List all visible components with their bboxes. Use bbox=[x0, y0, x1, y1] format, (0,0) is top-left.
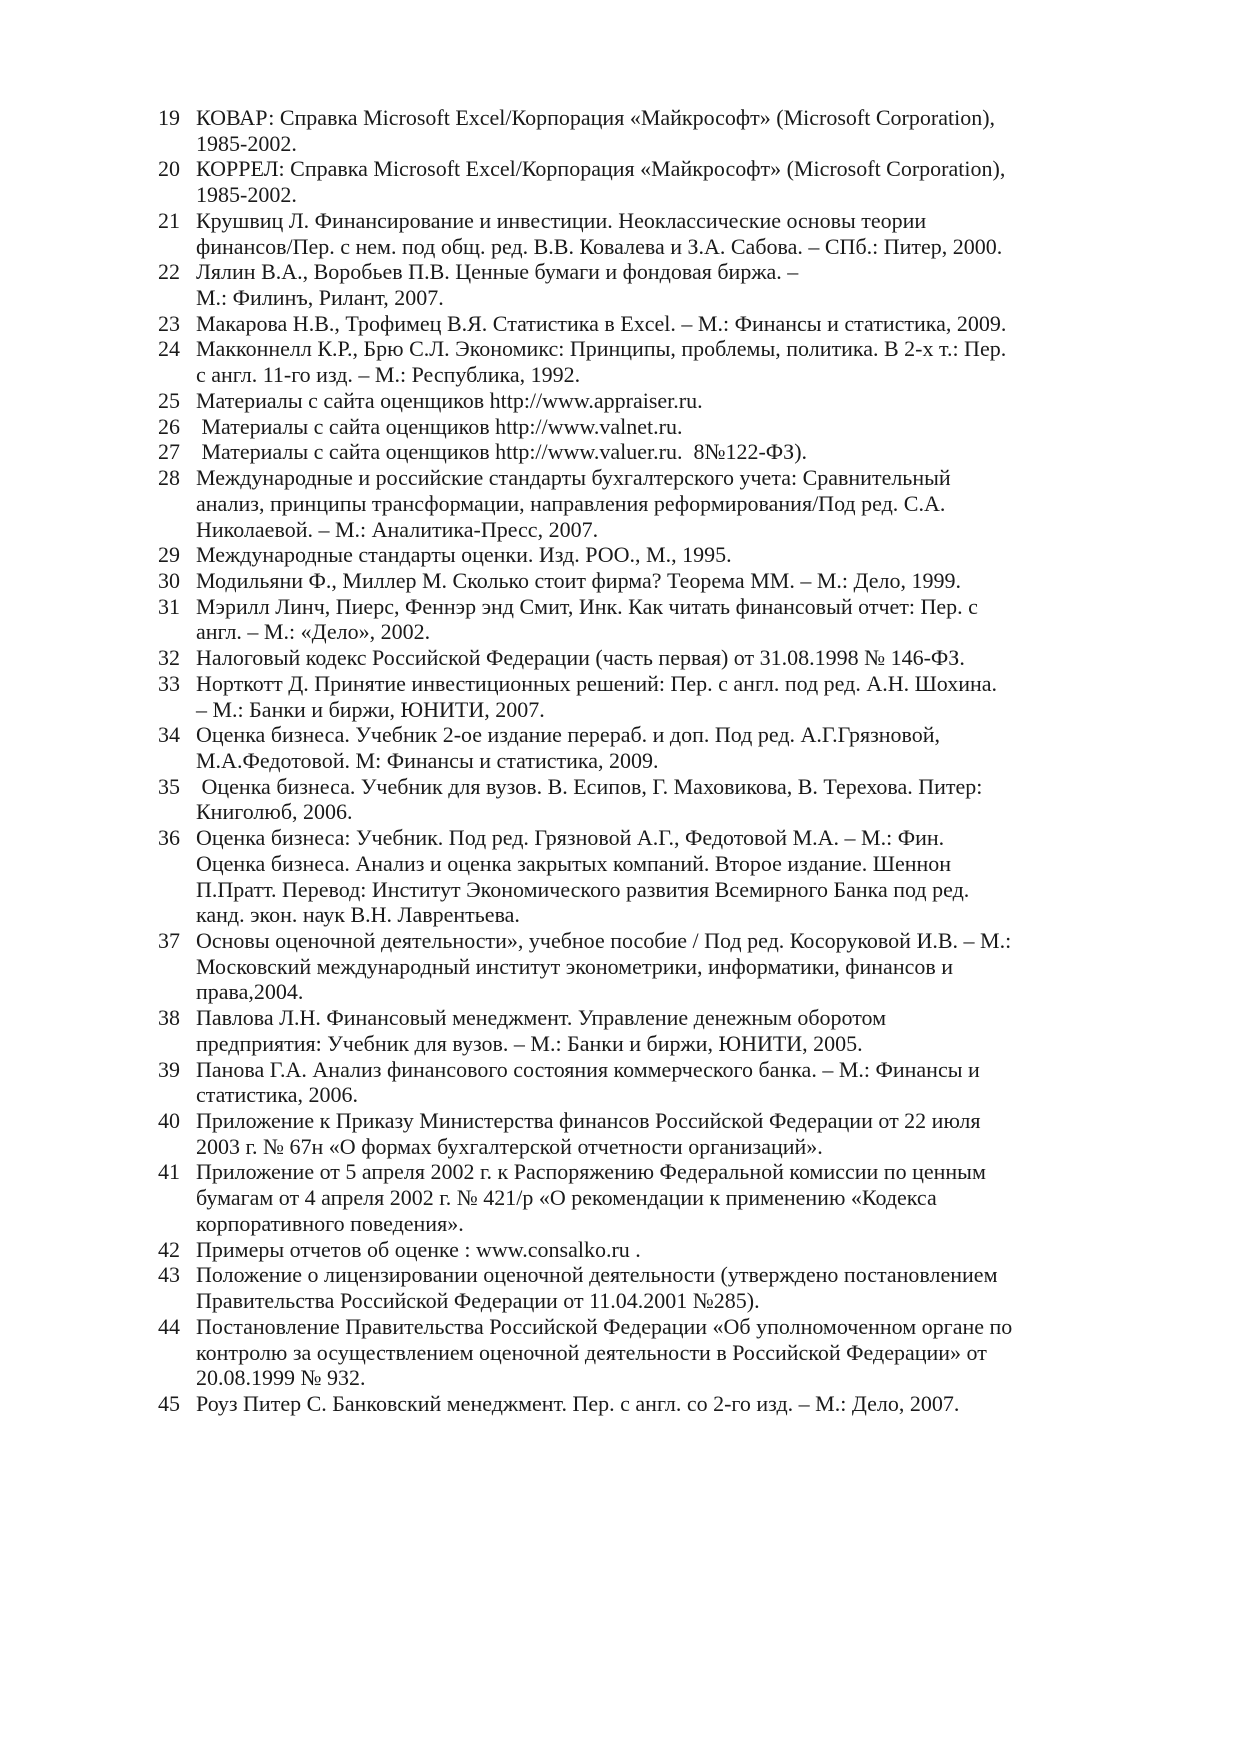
reference-text-line: Макконнелл К.Р., Брю С.Л. Экономикс: Принципы, проблемы, политика. В 2-х т.: Пер. bbox=[196, 336, 1007, 362]
reference-text-line: Книголюб, 2006. bbox=[196, 799, 353, 825]
reference-text-line: 1985-2002. bbox=[196, 130, 297, 156]
reference-text-line: статистика, 2006. bbox=[196, 1082, 359, 1108]
reference-text-line: КОВАР: Справка Microsoft Excel/Корпорация «Майкрософт» (Microsoft Corporation), bbox=[196, 105, 996, 130]
reference-entry bbox=[158, 1314, 1158, 1391]
reference-text-line: Правительства Российской Федерации от 11.04.2001 №285). bbox=[196, 1288, 760, 1314]
reference-text-line: П.Пратт. Перевод: Институт Экономического развития Всемирного Банка под ред. bbox=[196, 876, 970, 902]
reference-text-line: канд. экон. наук В.Н. Лаврентьева. bbox=[196, 902, 520, 928]
reference-text-line: Приложение от 5 апреля 2002 г. к Распоряжению Федеральной комиссии по ценным bbox=[196, 1159, 986, 1185]
reference-number: 26 bbox=[158, 413, 180, 439]
reference-number: 28 bbox=[158, 465, 180, 491]
reference-entry bbox=[158, 1237, 1158, 1263]
reference-text-line: Материалы с сайта оценщиков http://www.valnet.ru. bbox=[196, 413, 683, 439]
reference-text-line: бумагам от 4 апреля 2002 г. № 421/р «О рекомендации к применению «Кодекса bbox=[196, 1185, 937, 1211]
reference-text-line: Оценка бизнеса. Анализ и оценка закрытых компаний. Второе издание. Шеннон bbox=[196, 850, 952, 876]
reference-number: 37 bbox=[158, 928, 180, 953]
reference-text-line: Основы оценочной деятельности», учебное пособие / Под ред. Косоруковой И.В. – М.: bbox=[196, 928, 1012, 953]
reference-entry bbox=[158, 645, 1158, 671]
reference-entry bbox=[158, 722, 1158, 773]
reference-entry bbox=[158, 1108, 1158, 1159]
reference-number: 36 bbox=[158, 825, 180, 851]
reference-text-line: анализ, принципы трансформации, направления реформирования/Под ред. С.А. bbox=[196, 490, 946, 516]
reference-text-line: предприятия: Учебник для вузов. – М.: Банки и биржи, ЮНИТИ, 2005. bbox=[196, 1030, 863, 1056]
reference-text-line: Лялин В.А., Воробьев П.В. Ценные бумаги и фондовая биржа. – bbox=[196, 259, 799, 285]
reference-text-line: М.: Филинъ, Рилант, 2007. bbox=[196, 285, 444, 311]
reference-text-line: – М.: Банки и биржи, ЮНИТИ, 2007. bbox=[196, 696, 545, 722]
reference-entry bbox=[158, 594, 1158, 645]
reference-entry bbox=[158, 105, 1158, 156]
reference-text-line: Крушвиц Л. Финансирование и инвестиции. Неоклассические основы теории bbox=[196, 207, 927, 233]
reference-text-line: Оценка бизнеса. Учебник для вузов. В. Есипов, Г. Маховикова, В. Терехова. Питер: bbox=[196, 773, 983, 799]
reference-number: 27 bbox=[158, 439, 180, 465]
reference-text-line: Мэрилл Линч, Пиерс, Феннэр энд Смит, Инк. Как читать финансовый отчет: Пер. с bbox=[196, 593, 978, 619]
reference-number: 19 bbox=[158, 105, 180, 130]
reference-text-line: Международные стандарты оценки. Изд. РОО., М., 1995. bbox=[196, 542, 732, 568]
reference-number: 29 bbox=[158, 542, 180, 568]
reference-number: 30 bbox=[158, 567, 180, 593]
reference-text-line: права,2004. bbox=[196, 979, 304, 1005]
reference-text-line: корпоративного поведения». bbox=[196, 1210, 464, 1236]
reference-text-line: англ. – М.: «Дело», 2002. bbox=[196, 619, 431, 645]
reference-entry bbox=[158, 259, 1158, 310]
reference-text-line: Роуз Питер С. Банковский менеджмент. Пер. с англ. со 2-го изд. – М.: Дело, 2007. bbox=[196, 1390, 960, 1416]
reference-text-line: Модильяни Ф., Миллер М. Сколько стоит фирма? Теорема ММ. – М.: Дело, 1999. bbox=[196, 567, 962, 593]
reference-entry bbox=[158, 1005, 1158, 1056]
reference-entry bbox=[158, 928, 1158, 1005]
reference-entry bbox=[158, 388, 1158, 414]
reference-entry bbox=[158, 439, 1158, 465]
reference-number: 22 bbox=[158, 259, 180, 285]
reference-text-line: Налоговый кодекс Российской Федерации (часть первая) от 31.08.1998 № 146-ФЗ. bbox=[196, 645, 965, 671]
reference-text-line: 20.08.1999 № 932. bbox=[196, 1365, 366, 1391]
reference-text-line: Оценка бизнеса. Учебник 2-ое издание перераб. и доп. Под ред. А.Г.Грязновой, bbox=[196, 722, 941, 748]
reference-number: 42 bbox=[158, 1236, 180, 1262]
reference-text-line: 1985-2002. bbox=[196, 182, 297, 208]
reference-entry bbox=[158, 825, 1158, 928]
reference-number: 38 bbox=[158, 1005, 180, 1031]
reference-entry bbox=[158, 671, 1158, 722]
reference-number: 23 bbox=[158, 310, 180, 336]
reference-entry bbox=[158, 1057, 1158, 1108]
reference-text-line: Панова Г.А. Анализ финансового состояния коммерческого банка. – М.: Финансы и bbox=[196, 1056, 980, 1082]
reference-text-line: Приложение к Приказу Министерства финансов Российской Федерации от 22 июля bbox=[196, 1108, 981, 1134]
reference-number: 32 bbox=[158, 645, 180, 671]
reference-number: 20 bbox=[158, 156, 180, 182]
reference-number: 45 bbox=[158, 1390, 180, 1416]
reference-entry bbox=[158, 465, 1158, 542]
reference-number: 33 bbox=[158, 670, 180, 696]
reference-text-line: Московский международный институт эконометрики, информатики, финансов и bbox=[196, 953, 954, 979]
reference-entry bbox=[158, 311, 1158, 337]
reference-number: 41 bbox=[158, 1159, 180, 1185]
reference-text-line: Постановление Правительства Российской Федерации «Об уполномоченном органе по bbox=[196, 1313, 1013, 1339]
reference-number: 24 bbox=[158, 336, 180, 362]
reference-entry bbox=[158, 1159, 1158, 1236]
reference-text-line: Павлова Л.Н. Финансовый менеджмент. Управление денежным оборотом bbox=[196, 1005, 887, 1031]
reference-entry bbox=[158, 336, 1158, 387]
reference-number: 21 bbox=[158, 207, 180, 233]
reference-text-line: КОРРЕЛ: Справка Microsoft Excel/Корпорация «Майкрософт» (Microsoft Corporation), bbox=[196, 156, 1006, 182]
reference-number: 31 bbox=[158, 593, 180, 619]
reference-text-line: Макарова Н.В., Трофимец В.Я. Статистика в Excel. – М.: Финансы и статистика, 2009. bbox=[196, 310, 1007, 336]
reference-text-line: Оценка бизнеса: Учебник. Под ред. Грязновой А.Г., Федотовой М.А. – М.: Фин. bbox=[196, 825, 945, 851]
reference-text-line: М.А.Федотовой. М: Финансы и статистика, 2009. bbox=[196, 747, 659, 773]
reference-number: 25 bbox=[158, 387, 180, 413]
reference-text-line: с англ. 11-го изд. – М.: Республика, 1992. bbox=[196, 362, 581, 388]
reference-entry bbox=[158, 208, 1158, 259]
reference-entry bbox=[158, 1391, 1158, 1417]
reference-text-line: контролю за осуществлением оценочной деятельности в Российской Федерации» от bbox=[196, 1339, 987, 1365]
reference-number: 34 bbox=[158, 722, 180, 748]
reference-number: 44 bbox=[158, 1313, 180, 1339]
reference-text-line: Материалы с сайта оценщиков http://www.valuer.ru. 8№122-ФЗ). bbox=[196, 439, 808, 465]
reference-text-line: Положение о лицензировании оценочной деятельности (утверждено постановлением bbox=[196, 1262, 998, 1288]
reference-number: 39 bbox=[158, 1056, 180, 1082]
reference-text-line: Материалы с сайта оценщиков http://www.appraiser.ru. bbox=[196, 387, 703, 413]
reference-number: 43 bbox=[158, 1262, 180, 1288]
reference-entry bbox=[158, 1262, 1158, 1313]
reference-list bbox=[158, 105, 1158, 1417]
reference-entry bbox=[158, 156, 1158, 207]
reference-entry bbox=[158, 774, 1158, 825]
reference-entry bbox=[158, 542, 1158, 568]
reference-entry bbox=[158, 568, 1158, 594]
reference-entry bbox=[158, 414, 1158, 440]
reference-text-line: финансов/Пер. с нем. под общ. ред. В.В. Ковалева и З.А. Сабова. – СПб.: Питер, 2000. bbox=[196, 233, 1003, 259]
reference-number: 40 bbox=[158, 1108, 180, 1134]
reference-text-line: Международные и российские стандарты бухгалтерского учета: Сравнительный bbox=[196, 465, 951, 491]
reference-text-line: 2003 г. № 67н «О формах бухгалтерской отчетности организаций». bbox=[196, 1133, 823, 1159]
reference-number: 35 bbox=[158, 773, 180, 799]
reference-text-line: Норткотт Д. Принятие инвестиционных решений: Пер. с англ. под ред. А.Н. Шохина. bbox=[196, 670, 998, 696]
reference-text-line: Николаевой. – М.: Аналитика-Пресс, 2007. bbox=[196, 516, 599, 542]
reference-text-line: Примеры отчетов об оценке : www.consalko.ru . bbox=[196, 1236, 641, 1262]
